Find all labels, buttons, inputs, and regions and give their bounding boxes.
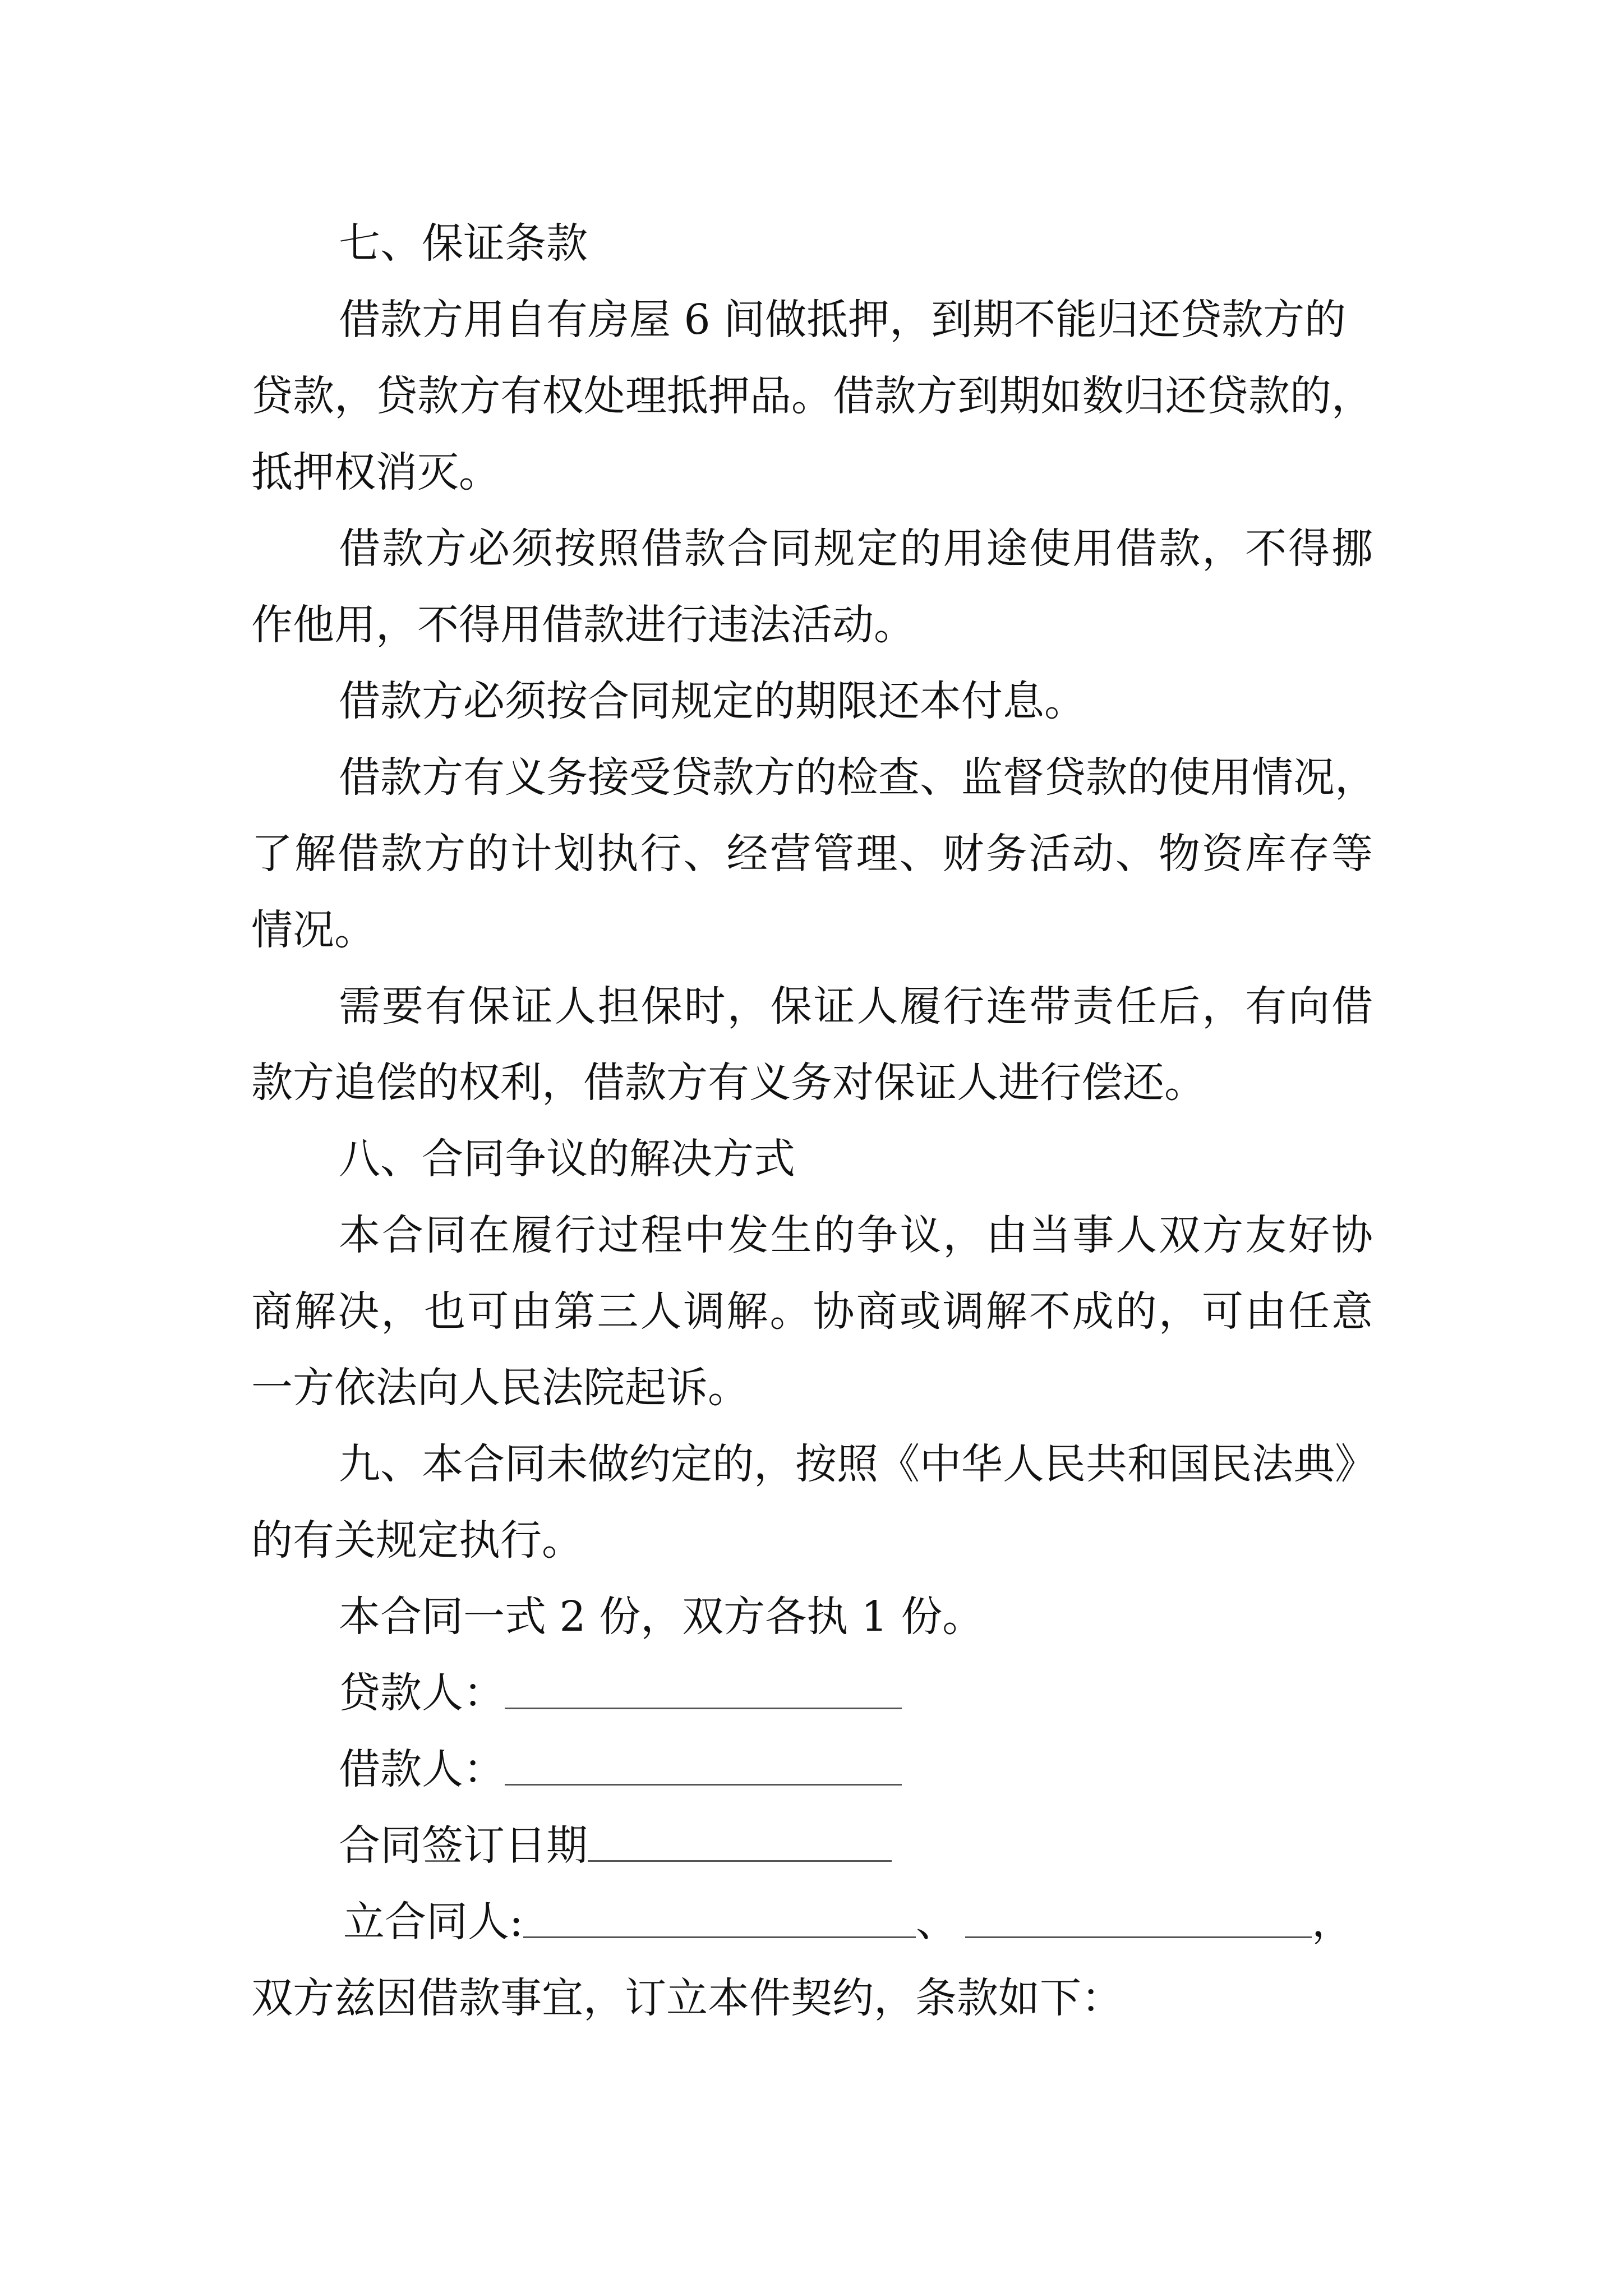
paragraph-line: 抵押权消灭。 bbox=[251, 448, 500, 496]
borrower-signature-blank[interactable] bbox=[505, 1736, 902, 1786]
intro-line: 双方兹因借款事宜，订立本件契约，条款如下： bbox=[251, 1974, 1123, 2022]
paragraph-line: 借款方必须按合同规定的期限还本付息。 bbox=[339, 677, 1086, 725]
party-a-blank[interactable] bbox=[523, 1888, 916, 1938]
borrower-label: 借款人： bbox=[339, 1745, 505, 1793]
section-7-title: 七、保证条款 bbox=[339, 219, 588, 268]
parties-label: 立合同人: bbox=[343, 1898, 523, 1946]
paragraph-line: 款方追偿的权利，借款方有义务对保证人进行偿还。 bbox=[251, 1059, 1206, 1107]
lender-signature-row bbox=[339, 1654, 902, 1732]
copies-note: 本合同一式 2 份，双方各执 1 份。 bbox=[339, 1593, 984, 1641]
paragraph-line: 借款方有义务接受贷款方的检查、监督贷款的使用情况， bbox=[339, 753, 1376, 802]
paragraph-line: 了解借款方的计划执行、经营管理、财务活动、物资库存等 bbox=[251, 830, 1373, 878]
borrower-signature-row bbox=[339, 1730, 902, 1809]
party-b-blank[interactable] bbox=[965, 1888, 1312, 1938]
parties-separator: 、 bbox=[915, 1898, 957, 1946]
lender-label: 贷款人： bbox=[339, 1669, 505, 1717]
lender-signature-blank[interactable] bbox=[505, 1659, 902, 1709]
paragraph-line: 本合同在履行过程中发生的争议，由当事人双方友好协 bbox=[339, 1211, 1373, 1259]
paragraph-line: 一方依法向人民法院起诉。 bbox=[251, 1364, 749, 1412]
paragraph-line: 借款方用自有房屋 6 间做抵押，到期不能归还贷款方的 bbox=[339, 296, 1347, 344]
sign-date-blank[interactable] bbox=[588, 1812, 892, 1862]
sign-date-label: 合同签订日期 bbox=[339, 1821, 588, 1870]
paragraph-line: 的有关规定执行。 bbox=[251, 1516, 583, 1565]
paragraph-line: 作他用，不得用借款进行违法活动。 bbox=[251, 601, 915, 649]
parties-end-comma: ， bbox=[1311, 1898, 1353, 1946]
paragraph-line: 需要有保证人担保时，保证人履行连带责任后，有向借 bbox=[339, 982, 1373, 1030]
section-9-line: 九、本合同未做约定的，按照《中华人民共和国民法典》 bbox=[339, 1440, 1376, 1488]
paragraph-line: 借款方必须按照借款合同规定的用途使用借款，不得挪 bbox=[339, 524, 1373, 573]
paragraph-line: 情况。 bbox=[251, 906, 376, 954]
parties-row bbox=[343, 1883, 1353, 1961]
section-8-title: 八、合同争议的解决方式 bbox=[339, 1135, 795, 1183]
paragraph-line: 商解决，也可由第三人调解。协商或调解不成的，可由任意 bbox=[251, 1287, 1373, 1336]
sign-date-row bbox=[339, 1806, 892, 1885]
paragraph-line: 贷款，贷款方有权处理抵押品。借款方到期如数归还贷款的， bbox=[251, 372, 1373, 420]
